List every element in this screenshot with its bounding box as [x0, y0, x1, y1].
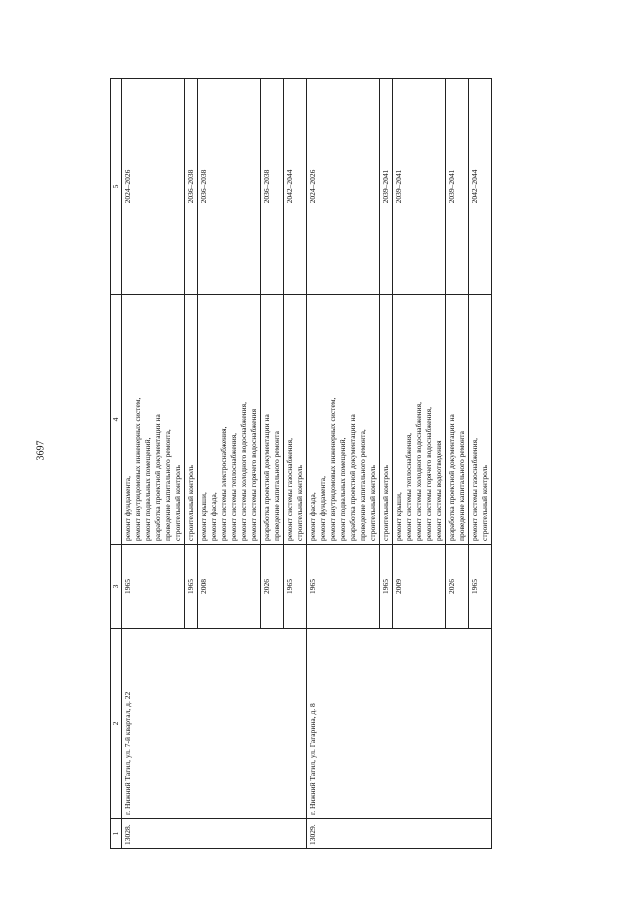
works-list — [122, 295, 185, 545]
planned-period: 2024–2026 — [122, 79, 185, 295]
works-list — [307, 295, 380, 545]
planned-period: 2039–2041 — [393, 79, 446, 295]
work-item: проведение капитального ремонта, — [163, 429, 172, 541]
works-list — [446, 295, 469, 545]
work-item: ремонт внутридомовых инженерных систем, — [133, 397, 142, 541]
column-header-5: 5 — [111, 79, 122, 295]
document-sheet — [110, 79, 530, 849]
work-item: ремонт системы холодного водоснабжения, — [239, 401, 248, 541]
work-item: разработка проектной документации на — [447, 414, 456, 541]
work-item: ремонт крыши, — [394, 492, 403, 541]
work-item: строительный контроль — [186, 465, 195, 541]
column-header-3: 3 — [111, 545, 122, 629]
work-item: ремонт системы холодного водоснабжения, — [414, 401, 423, 541]
table-row — [122, 79, 185, 849]
work-item: ремонт системы горячего водоснабжения, — [424, 407, 433, 541]
works-list — [284, 295, 307, 545]
work-item: строительный контроль — [173, 465, 182, 541]
work-item: строительный контроль — [295, 465, 304, 541]
work-item: ремонт системы газоснабжения, — [285, 437, 294, 541]
work-item: проведение капитального ремонта, — [358, 429, 367, 541]
work-item: ремонт фасада, — [308, 492, 317, 541]
work-item: ремонт системы теплоснабжения, — [229, 432, 238, 541]
object-address: г. Нижний Тагил, ул. 7-й квартал, д. 22 — [122, 629, 307, 819]
table-body — [122, 79, 492, 849]
work-item: ремонт системы горячего водоснабжения — [249, 408, 258, 541]
commission-year: 1965 — [284, 545, 307, 629]
work-item: разработка проектной документации на — [153, 414, 162, 541]
object-address: г. Нижний Тагил, ул. Гагарина, д. 8 — [307, 629, 492, 819]
work-item: строительный контроль — [368, 465, 377, 541]
work-item: ремонт системы водоотведения — [434, 440, 443, 541]
commission-year: 2026 — [446, 545, 469, 629]
planned-period: 2036–2038 — [185, 79, 198, 295]
commission-year: 2009 — [393, 545, 446, 629]
work-item: ремонт системы электроснабжения, — [219, 426, 228, 541]
commission-year: 2008 — [198, 545, 261, 629]
page-number: 3697 — [35, 440, 47, 461]
works-list — [261, 295, 284, 545]
work-item: ремонт внутридомовых инженерных систем, — [328, 397, 337, 541]
work-item: ремонт фасада, — [209, 492, 218, 541]
work-item: ремонт системы газоснабжения, — [470, 437, 479, 541]
planned-period: 2039–2041 — [380, 79, 393, 295]
commission-year: 1965 — [122, 545, 185, 629]
table-row — [307, 79, 380, 849]
commission-year: 1965 — [469, 545, 492, 629]
header-row — [111, 79, 122, 849]
commission-year: 1965 — [185, 545, 198, 629]
work-item: ремонт подвальных помещений, — [143, 437, 152, 541]
works-list — [380, 295, 393, 545]
repair-schedule-table — [110, 78, 492, 849]
work-item: ремонт фундамента, — [123, 476, 132, 541]
work-item: проведение капитального ремонта — [272, 431, 281, 541]
works-list — [393, 295, 446, 545]
planned-period: 2042–2044 — [469, 79, 492, 295]
column-header-1: 1 — [111, 819, 122, 849]
work-item: строительный контроль — [480, 465, 489, 541]
work-item: ремонт фундамента, — [318, 476, 327, 541]
planned-period: 2042–2044 — [284, 79, 307, 295]
commission-year: 1965 — [307, 545, 380, 629]
work-item: ремонт системы теплоснабжения, — [404, 432, 413, 541]
work-item: разработка проектной документации на — [262, 414, 271, 541]
planned-period: 2036–2038 — [261, 79, 284, 295]
work-item: проведение капитального ремонта — [457, 431, 466, 541]
works-list — [185, 295, 198, 545]
commission-year: 1965 — [380, 545, 393, 629]
work-item: строительный контроль — [381, 465, 390, 541]
commission-year: 2026 — [261, 545, 284, 629]
works-list — [469, 295, 492, 545]
object-number: 13028. — [122, 819, 307, 849]
work-item: ремонт подвальных помещений, — [338, 437, 347, 541]
object-number: 13029. — [307, 819, 492, 849]
column-header-4: 4 — [111, 295, 122, 545]
planned-period: 2039–2041 — [446, 79, 469, 295]
work-item: ремонт крыши, — [199, 492, 208, 541]
planned-period: 2024–2026 — [307, 79, 380, 295]
works-list — [198, 295, 261, 545]
column-header-2: 2 — [111, 629, 122, 819]
planned-period: 2036–2038 — [198, 79, 261, 295]
work-item: разработка проектной документации на — [348, 414, 357, 541]
